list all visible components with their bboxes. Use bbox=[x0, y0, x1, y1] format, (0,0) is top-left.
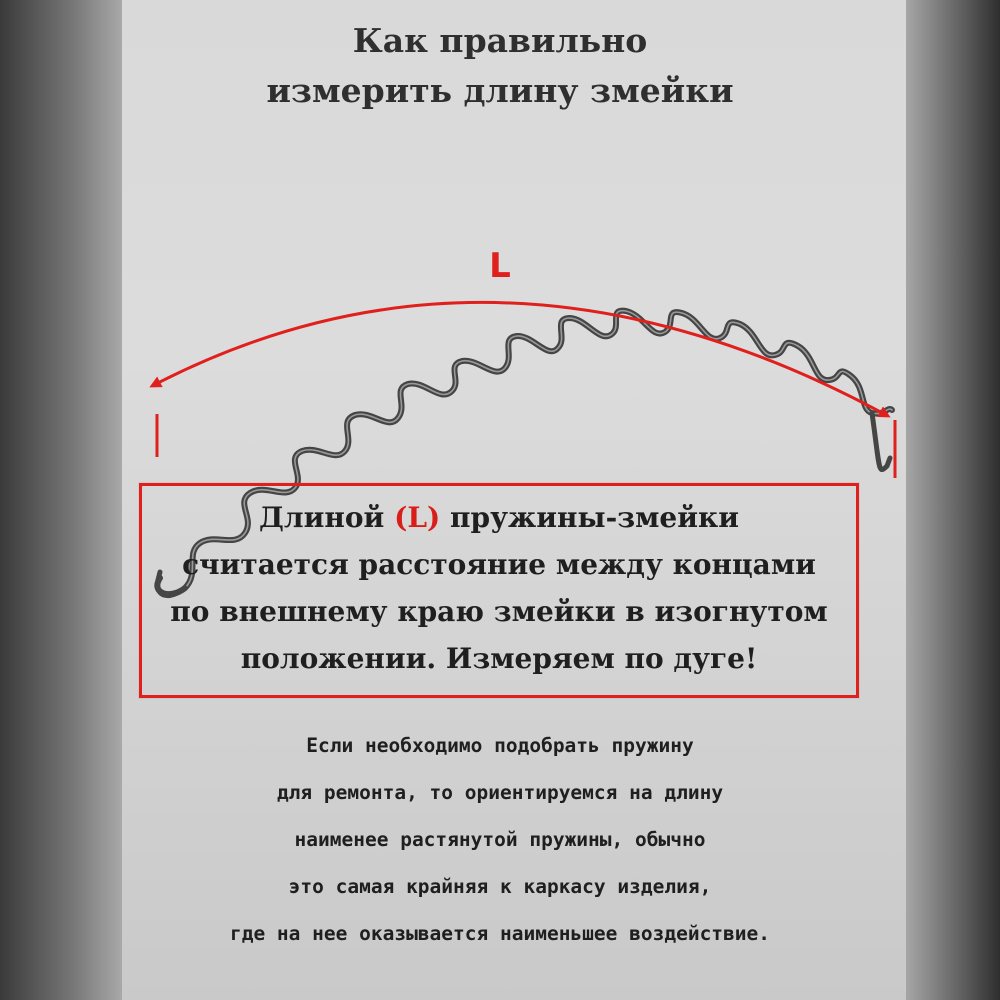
title-line-1: Как правильно bbox=[352, 21, 648, 60]
definition-line-2: считается расстояние между концами bbox=[182, 548, 816, 581]
measurement-arc bbox=[152, 302, 888, 416]
repair-note bbox=[0, 722, 1000, 957]
note-line-2: для ремонта, то ориентируемся на длину bbox=[276, 781, 724, 804]
title-line-2: измерить длину змейки bbox=[266, 71, 734, 110]
note-line-5: где на нее оказывается наименьшее воздействие. bbox=[229, 922, 771, 945]
definition-line-1-start: Длиной bbox=[258, 501, 395, 534]
length-symbol: (L) bbox=[394, 501, 441, 534]
definition-text bbox=[139, 494, 859, 682]
note-line-3: наименее растянутой пружины, обычно bbox=[294, 828, 706, 851]
note-line-1: Если необходимо подобрать пружину bbox=[306, 734, 694, 757]
length-label: L bbox=[489, 246, 511, 286]
definition-line-4: положении. Измеряем по дуге! bbox=[240, 642, 758, 675]
definition-line-1 bbox=[139, 494, 859, 541]
note-line-4: это самая крайняя к каркасу изделия, bbox=[288, 875, 712, 898]
definition-line-3: по внешнему краю змейки в изогнутом bbox=[170, 595, 828, 628]
spring-right-hook bbox=[872, 413, 890, 470]
definition-line-1-end: пружины-змейки bbox=[440, 501, 739, 534]
